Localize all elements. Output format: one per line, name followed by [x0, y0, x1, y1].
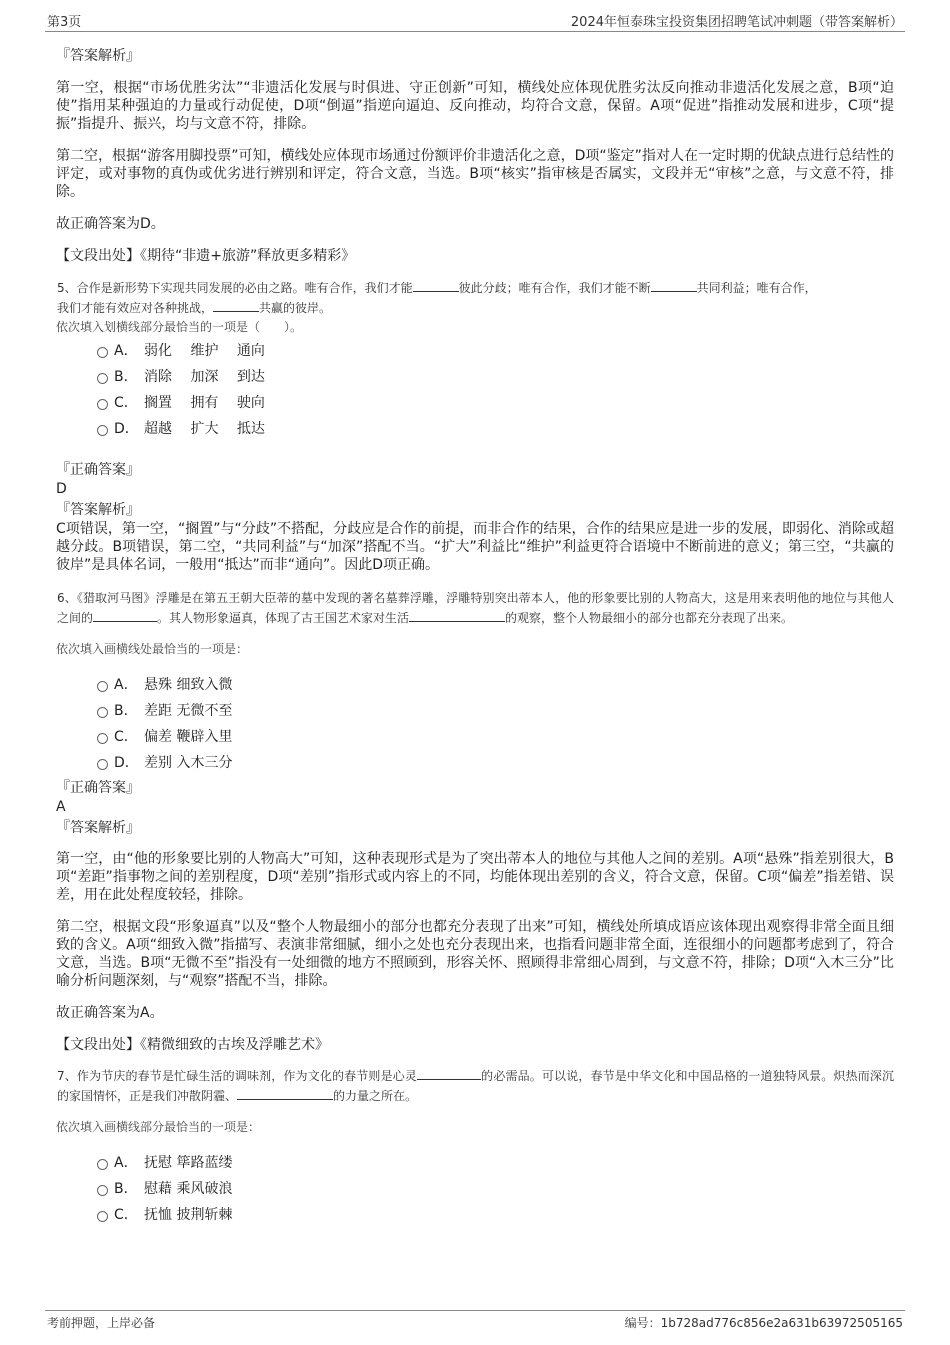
- option-letter: D．: [114, 755, 139, 771]
- radio-icon[interactable]: [97, 759, 108, 770]
- source-citation: 【文段出处】《期待“非遗+旅游”释放更多精彩》: [56, 248, 356, 264]
- option-a[interactable]: [56, 672, 894, 698]
- option-text: 抚恤 披荆斩棘: [144, 1207, 233, 1223]
- question-prompt: 依次填入画横线处最恰当的一项是：: [56, 642, 249, 656]
- conclusion: 故正确答案为D。: [56, 216, 165, 232]
- option-text: 弱化 维护 通向: [144, 343, 265, 359]
- option-list: [56, 1150, 894, 1228]
- answer-blank: [93, 609, 157, 622]
- radio-icon[interactable]: [97, 1211, 108, 1222]
- footer-divider: [45, 1310, 905, 1311]
- radio-icon[interactable]: [97, 1159, 108, 1170]
- option-c[interactable]: [56, 390, 894, 416]
- analysis-paragraph: 第一空，根据“市场优胜劣汰”“非遗活化发展与时俱进、守正创新”可知，横线处应体现优胜劣汰反向推动非遗活化发展之意，B项“迫使”指用某种强迫的力量或行动促使，D项“倒逼”指逆向逼迫、反向推动，均符合文意，保留。A项“促进”指推动发展和进步，C项“提振”指提升、振兴，均与文意不符，排除。: [56, 80, 894, 132]
- option-text: 消除 加深 到达: [144, 369, 265, 385]
- answer-blank: [409, 609, 505, 622]
- option-a[interactable]: [56, 1150, 894, 1176]
- question-prompt: 依次填入画横线部分最恰当的一项是：: [56, 1120, 261, 1134]
- option-b[interactable]: [56, 698, 894, 724]
- answer-blank: [237, 1087, 333, 1100]
- option-list: [56, 672, 894, 776]
- option-letter: A．: [114, 343, 138, 359]
- option-list: [56, 338, 894, 442]
- stem-text: 5、合作是新形势下实现共同发展的必由之路。唯有合作，我们才能: [57, 281, 413, 295]
- analysis-heading: 『答案解析』: [56, 820, 140, 836]
- option-letter: A．: [114, 1155, 138, 1171]
- conclusion: 故正确答案为A。: [56, 1005, 164, 1021]
- radio-icon[interactable]: [97, 681, 108, 692]
- question-stem: [56, 1066, 894, 1106]
- option-d[interactable]: [56, 416, 894, 442]
- answer-blank: [417, 1067, 481, 1080]
- option-letter: C．: [114, 729, 138, 745]
- stem-text: 我们才能有效应对各种挑战，: [57, 301, 214, 315]
- radio-icon[interactable]: [97, 1185, 108, 1196]
- question-stem: [56, 588, 894, 628]
- analysis-paragraph: 第一空，由“他的形象要比别的人物高大”可知，这种表现形式是为了突出蒂本人的地位与其他人之间的差别。A项“悬殊”指差别很大，B项“差距”指事物之间的差别程度，D项“差别”指形式或内容上的不同，均能体现出差别的含义，符合文意，保留。C项“偏差”指差错、误差，用在此处程度较轻，排除。: [56, 851, 894, 903]
- option-text: 搁置 拥有 驶向: [144, 395, 265, 411]
- option-a[interactable]: [56, 338, 894, 364]
- page-number: 第3页: [47, 15, 82, 30]
- document-title: 2024年恒泰珠宝投资集团招聘笔试冲刺题（带答案解析）: [570, 15, 903, 30]
- correct-answer-heading: 『正确答案』: [56, 780, 140, 796]
- stem-text: 共同利益；唯有合作，: [696, 281, 817, 295]
- option-letter: C．: [114, 395, 138, 411]
- option-d[interactable]: [56, 750, 894, 776]
- header-divider: [45, 31, 905, 32]
- radio-icon[interactable]: [97, 733, 108, 744]
- correct-answer: A: [56, 799, 66, 815]
- radio-icon[interactable]: [97, 399, 108, 410]
- stem-text: 7、作为节庆的春节是忙碌生活的调味剂，作为文化的春节则是心灵: [57, 1069, 418, 1083]
- correct-answer: D: [56, 481, 67, 497]
- stem-text: 的力量之所在。: [333, 1089, 418, 1103]
- option-letter: A．: [114, 677, 138, 693]
- analysis-heading: 『答案解析』: [56, 48, 140, 64]
- stem-text: 共赢的彼岸。: [259, 301, 332, 315]
- stem-text: 的必需品。可以说，春节是中华文化和中国品格的一道独特风景。炽热而深沉的家国情怀，正是我们冲散阴霾、: [57, 1069, 894, 1103]
- question-prompt: 依次填入划横线部分最恰当的一项是（ ）。: [56, 320, 303, 334]
- radio-icon[interactable]: [97, 347, 108, 358]
- stem-text: 6、《猎取河马图》浮雕是在第五王朝大臣蒂的墓中发现的著名墓葬浮雕，浮雕特别突出蒂本人，他的形象要比别的人物高大，这是用来表明他的地位与其他人之间的: [57, 591, 894, 625]
- stem-text: 彼此分歧；唯有合作，我们才能不断: [458, 281, 651, 295]
- page-content: [56, 46, 894, 1228]
- option-b[interactable]: [56, 1176, 894, 1202]
- option-text: 慰藉 乘风破浪: [144, 1181, 233, 1197]
- radio-icon[interactable]: [97, 373, 108, 384]
- analysis-heading: 『答案解析』: [56, 502, 140, 518]
- stem-text: 。其人物形象逼真，体现了古王国艺术家对生活: [157, 611, 410, 625]
- analysis-paragraph: 第二空，根据“游客用脚投票”可知，横线处应体现市场通过份额评价非遗活化之意，D项“鉴定”指对人在一定时期的优缺点进行总结性的评定，或对事物的真伪或优劣进行辨别和评定，符合文意，当选。B项“核实”指审核是否属实，文段并无“审核”之意，与文意不符，排除。: [56, 148, 894, 200]
- analysis-paragraph: C项错误，第一空，“搁置”与“分歧”不搭配，分歧应是合作的前提，而非合作的结果，合作的结果应是进一步的发展，即弱化、消除或超越分歧。B项错误，第二空，“共同利益”与“加深”搭配不当。“扩大”利益比“维护”利益更符合语境中不断前进的意义；第三空，“共赢的彼岸”是具体名词，一般用“抵达”而非“通向”。因此D项正确。: [56, 521, 894, 573]
- answer-blank: [213, 299, 259, 312]
- option-b[interactable]: [56, 364, 894, 390]
- option-c[interactable]: [56, 724, 894, 750]
- option-text: 偏差 鞭辟入里: [144, 729, 233, 745]
- correct-answer-heading: 『正确答案』: [56, 462, 140, 478]
- option-c[interactable]: [56, 1202, 894, 1228]
- option-letter: B．: [114, 703, 138, 719]
- stem-text: 的观察，整个人物最细小的部分也都充分表现了出来。: [505, 611, 794, 625]
- option-letter: B．: [114, 369, 138, 385]
- option-letter: D．: [114, 421, 139, 437]
- option-text: 超越 扩大 抵达: [144, 421, 265, 437]
- radio-icon[interactable]: [97, 425, 108, 436]
- option-text: 差别 入木三分: [144, 755, 233, 771]
- option-text: 差距 无微不至: [144, 703, 233, 719]
- option-text: 悬殊 细致入微: [144, 677, 233, 693]
- answer-blank: [413, 279, 459, 292]
- option-letter: B．: [114, 1181, 138, 1197]
- footer-slogan: 考前押题，上岸必备: [47, 1316, 156, 1330]
- option-text: 抚慰 筚路蓝缕: [144, 1155, 233, 1171]
- analysis-paragraph: 第二空，根据文段“形象逼真”以及“整个人物最细小的部分也都充分表现了出来”可知，横线处所填成语应该体现出观察得非常全面且细致的含义。A项“细致入微”指描写、表演非常细腻，细小之处也充分表现出来，也指看问题非常全面，连很细小的问题都考虑到了，符合文意，当选。B项“无微不至”指没有一处细微的地方不照顾到，形容关怀、照顾得非常细心周到，与文意不符，排除；D项“入木三分”比喻分析问题深刻，与“观察”搭配不当，排除。: [56, 919, 894, 989]
- question-stem: [56, 278, 894, 318]
- source-citation: 【文段出处】《精微细致的古埃及浮雕艺术》: [56, 1037, 329, 1053]
- radio-icon[interactable]: [97, 707, 108, 718]
- option-letter: C．: [114, 1207, 138, 1223]
- document-id: 编号：1b728ad776c856e2a631b63972505165: [624, 1316, 903, 1330]
- answer-blank: [651, 279, 697, 292]
